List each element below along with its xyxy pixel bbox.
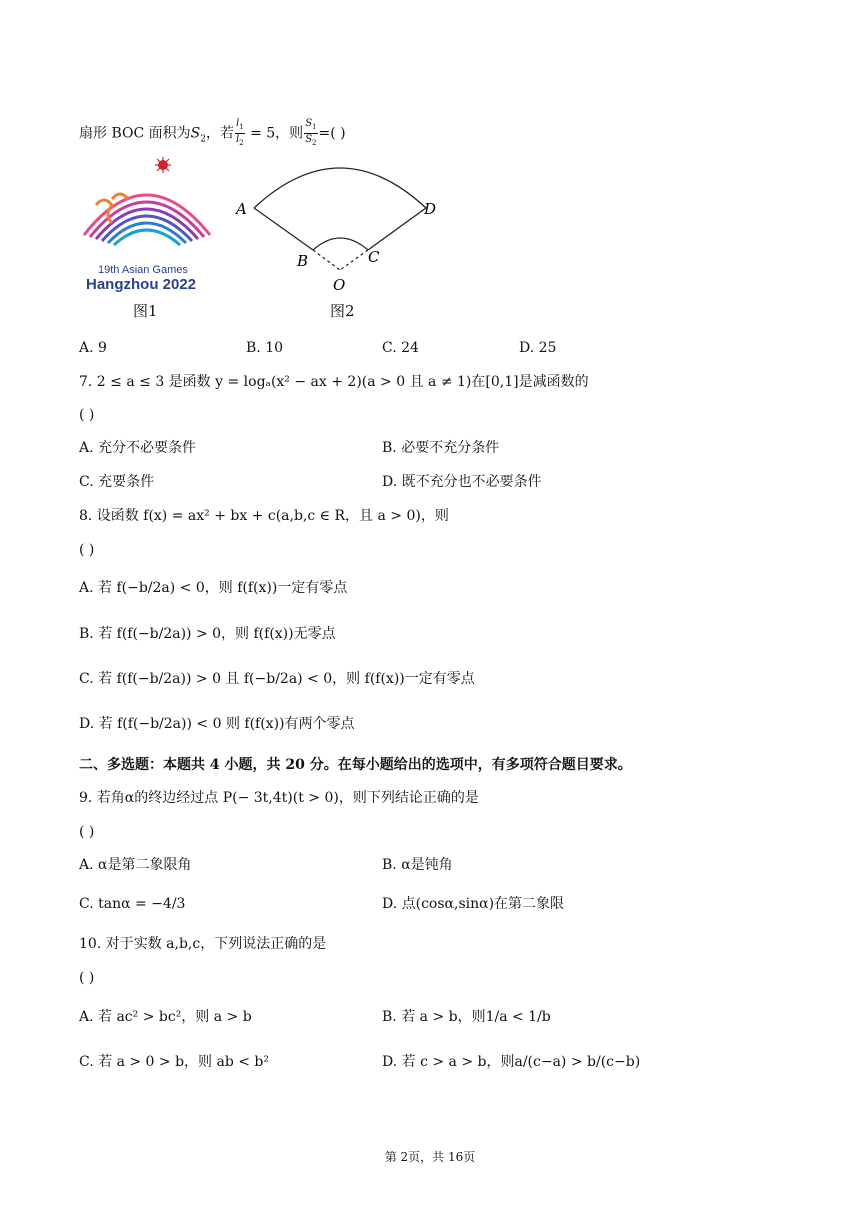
- q6-stem-line: 扇形 BOC 面积为$S_2$，若 $\frac{l_1}{l_2}$ = 5，则 $\frac{S_1}{S_2}$ =( ): [79, 118, 346, 147]
- q8-option-a: A. 若 f(−b/2a) < 0，则 f(f(x))一定有零点: [79, 580, 348, 596]
- q10-paren: ( ): [79, 970, 95, 986]
- q10-option-a: A. 若 ac² > bc²，则 a > b: [79, 1009, 252, 1025]
- logo-line1: 19th Asian Games: [98, 264, 188, 276]
- logo-line2: Hangzhou 2022: [86, 276, 197, 293]
- q7-option-d: D. 既不充分也不必要条件: [382, 474, 542, 490]
- sector-diagram: [230, 158, 450, 298]
- sun-icon: [155, 157, 171, 173]
- segment-dc: [368, 208, 426, 250]
- segment-ab: [254, 208, 313, 250]
- q10-stem: 10. 对于实数 a,b,c，下列说法正确的是: [79, 936, 327, 952]
- arc-ad: [254, 168, 426, 208]
- label-c: C: [368, 248, 380, 266]
- arc-bc: [313, 238, 368, 250]
- q8-paren: ( ): [79, 542, 95, 558]
- q10-option-d: D. 若 c > a > b，则a/(c−a) > b/(c−b): [382, 1054, 641, 1070]
- q10-option-b: B. 若 a > b，则1/a < 1/b: [382, 1009, 551, 1025]
- q7-option-c: C. 充要条件: [79, 474, 155, 490]
- q8-option-d: D. 若 f(f(−b/2a)) < 0 则 f(f(x))有两个零点: [79, 716, 355, 732]
- q6-option-d: D. 25: [519, 340, 557, 356]
- figure2-caption: 图2: [330, 302, 355, 320]
- page-footer: 第 2页，共 16页: [384, 1150, 476, 1164]
- label-o: O: [333, 276, 346, 294]
- q9-option-b: B. α是钝角: [382, 857, 453, 873]
- label-a: A: [236, 200, 247, 218]
- q7-paren: ( ): [79, 407, 95, 423]
- asian-games-logo-image: [76, 155, 216, 295]
- q7-option-a: A. 充分不必要条件: [79, 440, 197, 456]
- q9-option-a: A. α是第二象限角: [79, 857, 192, 873]
- q9-option-c: C. tanα = −4/3: [79, 896, 186, 912]
- segment-bo: [313, 250, 340, 270]
- q7-option-b: B. 必要不充分条件: [382, 440, 500, 456]
- section-2-heading: 二、多选题：本题共 4 小题，共 20 分。在每小题给出的选项中，有多项符合题目要求。: [79, 757, 632, 773]
- q9-stem: 9. 若角α的终边经过点 P(− 3t,4t)(t > 0)，则下列结论正确的是: [79, 790, 479, 806]
- q8-option-c: C. 若 f(f(−b/2a)) > 0 且 f(−b/2a) < 0，则 f(f(x))一定有零点: [79, 671, 475, 687]
- figure1-caption: 图1: [133, 302, 158, 320]
- q9-option-d: D. 点(cosα,sinα)在第二象限: [382, 896, 565, 912]
- q9-paren: ( ): [79, 824, 95, 840]
- label-d: D: [424, 200, 437, 218]
- label-b: B: [297, 252, 309, 270]
- q7-stem: 7. 2 ≤ a ≤ 3 是函数 y = logₐ(x² − ax + 2)(a > 0 且 a ≠ 1)在[0,1]是减函数的: [79, 374, 589, 390]
- segment-co: [340, 250, 368, 270]
- q8-stem: 8. 设函数 f(x) = ax² + bx + c(a,b,c ∈ R，且 a > 0)，则: [79, 508, 449, 524]
- q6-option-b: B. 10: [246, 340, 284, 356]
- q6-option-a: A. 9: [79, 340, 107, 356]
- q8-option-b: B. 若 f(f(−b/2a)) > 0，则 f(f(x))无零点: [79, 626, 336, 642]
- q6-option-c: C. 24: [382, 340, 419, 356]
- q10-option-c: C. 若 a > 0 > b，则 ab < b²: [79, 1054, 270, 1070]
